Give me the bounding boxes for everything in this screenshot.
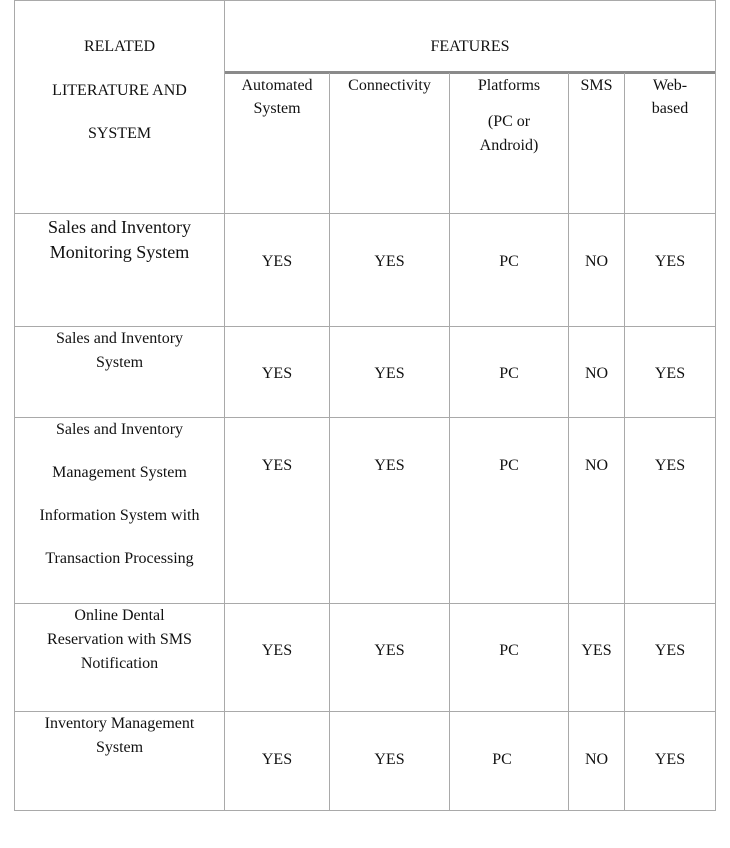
features-header: FEATURES: [430, 38, 510, 55]
row-system-name: [15, 418, 224, 571]
cell-connectivity: YES: [374, 365, 405, 382]
system-name-line: Transaction Processing: [45, 550, 194, 567]
column-header-line: Web-: [652, 77, 688, 94]
cell-sms: NO: [584, 457, 609, 474]
cell-web-based: YES: [654, 751, 686, 768]
related-header-line: RELATED: [83, 38, 156, 55]
system-name-line: Information System with: [39, 507, 200, 524]
cell-web-based: YES: [654, 365, 686, 382]
system-name-line: Sales and Inventory: [48, 217, 191, 237]
cell-connectivity: YES: [374, 253, 405, 270]
row-system-name: [15, 712, 224, 760]
column-header-line: Connectivity: [348, 77, 431, 94]
col-divider: [224, 0, 225, 811]
system-name-line: Online Dental: [74, 607, 165, 624]
col-divider: [329, 73, 330, 811]
col-divider: [624, 73, 625, 811]
cell-web-based: YES: [654, 457, 686, 474]
cell-sms: NO: [584, 751, 609, 768]
row-divider: [14, 213, 716, 214]
related-header-line: SYSTEM: [87, 125, 152, 142]
cell-web-based: YES: [654, 642, 686, 659]
system-name-line: Monitoring System: [49, 242, 190, 262]
column-header-line: Platforms: [477, 77, 541, 94]
cell-automated: YES: [261, 457, 293, 474]
cell-platforms: PC: [499, 457, 519, 474]
cell-connectivity: YES: [374, 642, 405, 659]
cell-platforms: PC: [499, 642, 519, 659]
column-header-automated: [225, 74, 329, 120]
col-divider: [449, 73, 450, 811]
cell-connectivity: YES: [374, 457, 405, 474]
column-header-line: SMS: [580, 77, 613, 94]
system-name-line: Inventory Management: [44, 715, 195, 732]
border-top: [14, 0, 716, 1]
related-header: [15, 35, 224, 146]
cell-platforms: PC: [499, 253, 519, 270]
column-header-line: based: [651, 100, 689, 117]
cell-sms: NO: [584, 365, 609, 382]
cell-automated: YES: [261, 751, 293, 768]
row-system-name: [15, 215, 224, 265]
cell-automated: YES: [261, 642, 293, 659]
cell-sms: NO: [584, 253, 609, 270]
border-bottom: [14, 810, 716, 811]
cell-connectivity: YES: [374, 751, 405, 768]
column-header-platforms: [450, 74, 568, 158]
cell-automated: YES: [261, 365, 293, 382]
related-header-line: LITERATURE AND: [52, 82, 187, 99]
system-name-line: System: [95, 739, 144, 756]
column-header-line: (PC or: [487, 113, 531, 130]
border-right: [715, 0, 716, 811]
column-header-line: Automated: [241, 77, 313, 94]
row-system-name: [15, 327, 224, 375]
column-header-line: Android): [479, 137, 539, 154]
system-name-line: Management System: [52, 464, 187, 481]
system-name-line: Reservation with SMS: [47, 631, 192, 648]
column-header-sms: [569, 74, 624, 98]
system-name-line: Sales and Inventory: [55, 330, 184, 347]
cell-platforms: PC: [492, 751, 512, 768]
column-header-connectivity: [330, 74, 449, 98]
system-name-line: Notification: [80, 655, 159, 672]
column-header-line: System: [253, 100, 301, 117]
cell-sms: YES: [581, 642, 612, 659]
system-name-line: System: [95, 354, 144, 371]
cell-web-based: YES: [654, 253, 686, 270]
col-divider: [568, 73, 569, 811]
column-header-web-based: [625, 74, 715, 120]
row-system-name: [15, 604, 224, 676]
system-name-line: Sales and Inventory: [55, 421, 184, 438]
cell-automated: YES: [261, 253, 293, 270]
cell-platforms: PC: [499, 365, 519, 382]
